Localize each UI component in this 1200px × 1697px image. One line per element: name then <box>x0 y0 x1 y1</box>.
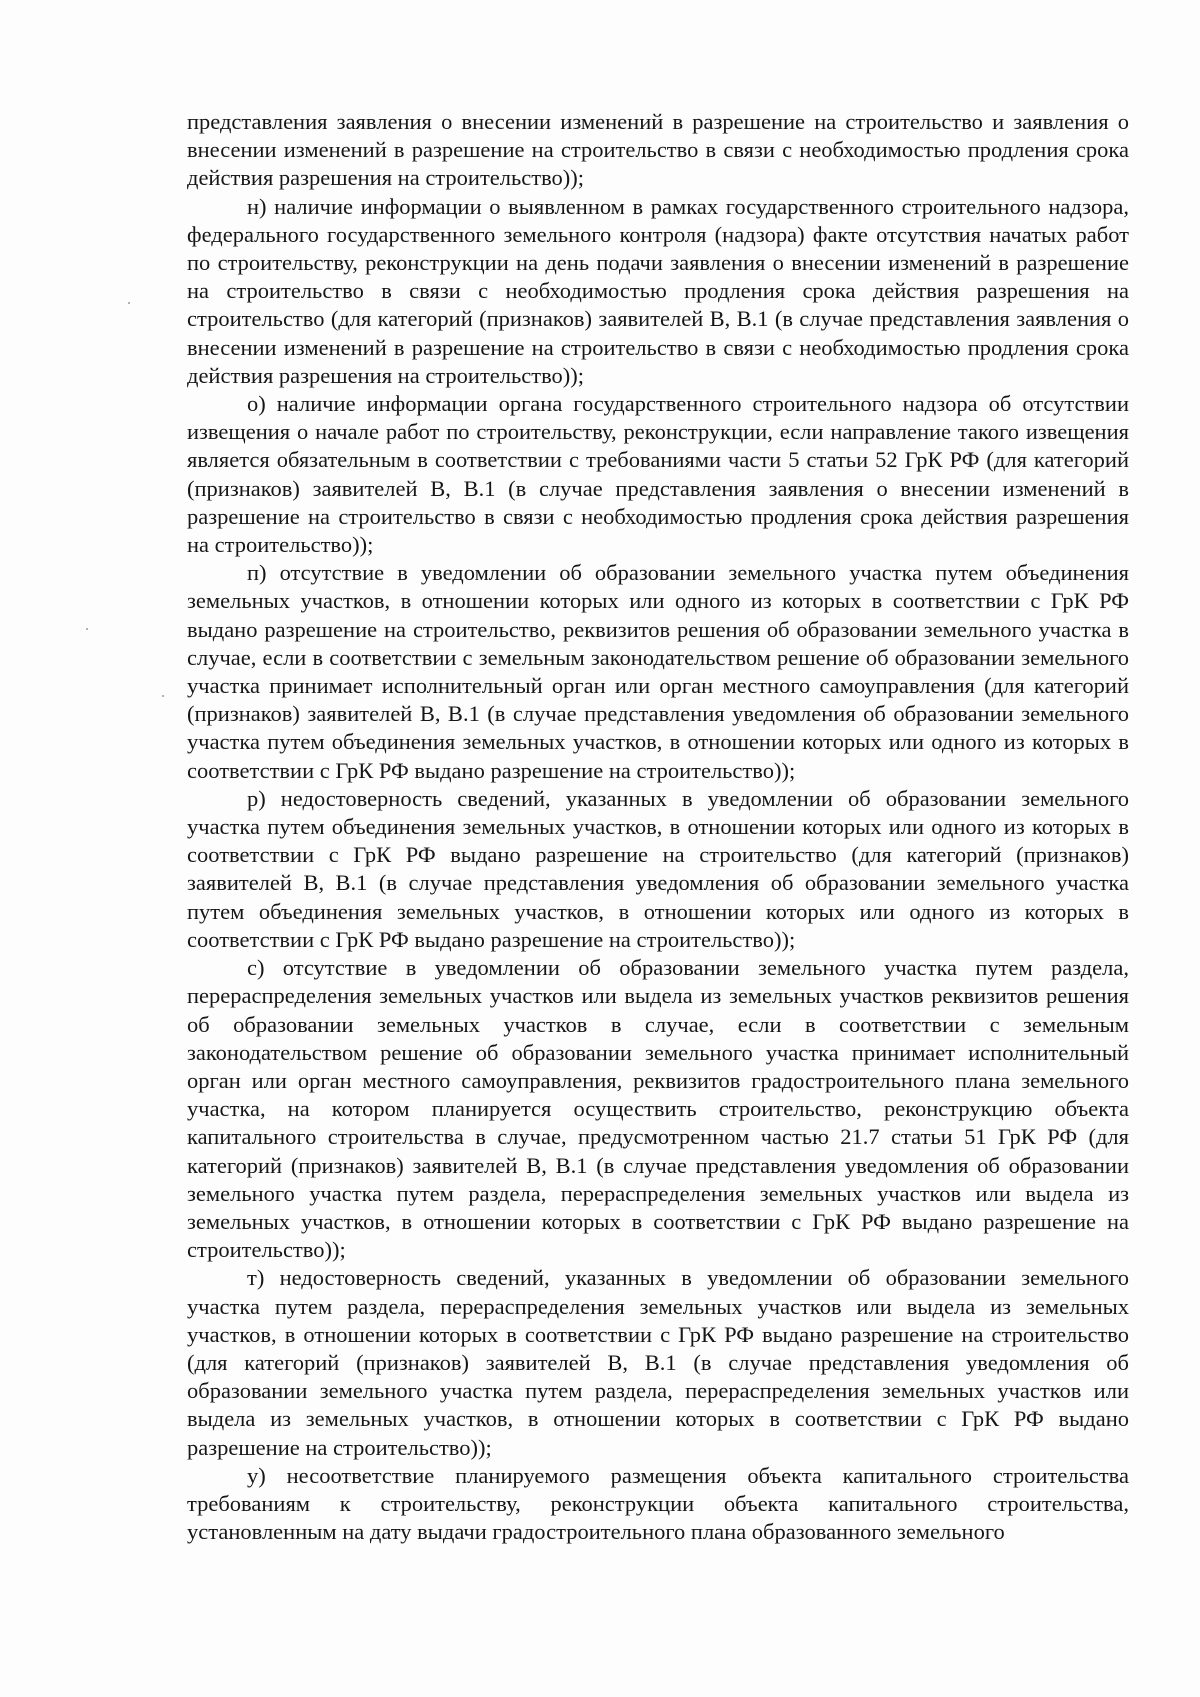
paragraph-item-o: о) наличие информации органа государственного строительного надзора об отсутствии извещения о начале работ по строительству, реконструкции, если направление такого извещения является обязательным в соответствии с требованиями части 5 статьи 52 ГрК РФ (для категорий (признаков) заявителей В, В.1 (в случае представления заявления о внесении изменений в разрешение на строительство в связи с необходимостью продления срока действия разрешения на строительство)); <box>187 391 1129 558</box>
scan-speck <box>86 628 88 630</box>
paragraph-item-p: п) отсутствие в уведомлении об образовании земельного участка путем объединения земельных участков, в отношении которых или одного из которых в соответствии с ГрК РФ выдано разрешение на строительство, реквизитов решения об образовании земельного участка в случае, если в соответствии с земельным законодательством решение об образовании земельного участка принимает исполнительный орган или орган местного самоуправления (для категорий (признаков) заявителей В, В.1 (в случае представления уведомления об образовании земельного участка путем объединения земельных участков, в отношении которых или одного из которых в соответствии с ГрК РФ выдано разрешение на строительство)); <box>187 560 1129 783</box>
scan-speck <box>128 302 130 304</box>
paragraph-item-u: у) несоответствие планируемого размещения объекта капитального строительства требованиям к строительству, реконструкции объекта капитального строительства, установленным на дату выдачи градостроительного плана образованного земельного <box>187 1462 1129 1545</box>
paragraph-item-r: р) недостоверность сведений, указанных в уведомлении об образовании земельного участка путем объединения земельных участков, в отношении которых или одного из которых в соответствии с ГрК РФ выдано разрешение на строительство (для категорий (признаков) заявителей В, В.1 (в случае представления уведомления об образовании земельного участка путем объединения земельных участков, в отношении которых или одного из которых в соответствии с ГрК РФ выдано разрешение на строительство)); <box>187 785 1129 952</box>
scan-speck <box>162 695 164 697</box>
paragraph-continuation: представления заявления о внесении изменений в разрешение на строительство и заявления о внесении изменений в разрешение на строительство в связи с необходимостью продления срока действия разрешения на строительство)); <box>187 109 1129 191</box>
paragraph-item-s: с) отсутствие в уведомлении об образовании земельного участка путем раздела, перераспределения земельных участков или выдела из земельных участков реквизитов решения об образовании земельных участков в случае, если в соответствии с земельным законодательством решение об образовании земельного участка принимает исполнительный орган или орган местного самоуправления, реквизитов градостроительного плана земельного участка, на котором планируется осуществить строительство, реконструкцию объекта капитального строительства в случае, предусмотренном частью 21.7 статьи 51 ГрК РФ (для категорий (признаков) заявителей В, В.1 (в случае представления уведомления об образовании земельного участка путем раздела, перераспределения земельных участков или выдела из земельных участков, в отношении которых в соответствии с ГрК РФ выдано разрешение на строительство)); <box>187 955 1129 1263</box>
paragraph-item-n: н) наличие информации о выявленном в рамках государственного строительного надзора, федерального государственного земельного контроля (надзора) факте отсутствия начатых работ по строительству, реконструкции на день подачи заявления о внесении изменений в разрешение на строительство в связи с необходимостью продления срока действия разрешения на строительство (для категорий (признаков) заявителей В, В.1 (в случае представления заявления о внесении изменений в разрешение на строительство в связи с необходимостью продления срока действия разрешения на строительство)); <box>187 193 1129 388</box>
paragraph-item-t: т) недостоверность сведений, указанных в уведомлении об образовании земельного участка путем раздела, перераспределения земельных участков или выдела из земельных участков, в отношении которых в соответствии с ГрК РФ выдано разрешение на строительство (для категорий (признаков) заявителей В, В.1 (в случае представления уведомления об образовании земельного участка путем раздела, перераспределения земельных участков или выдела из земельных участков, в отношении которых в соответствии с ГрК РФ выдано разрешение на строительство)); <box>187 1265 1129 1460</box>
document-body <box>187 108 1129 1546</box>
